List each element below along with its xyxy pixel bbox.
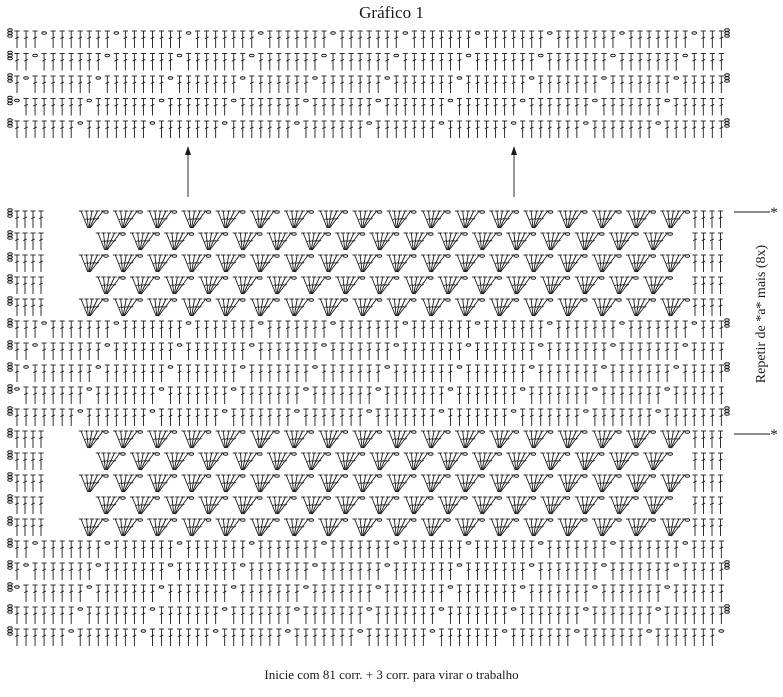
start-instruction: Inicie com 81 corr. + 3 corr. para virar o trabalho xyxy=(264,667,519,682)
arrow-head-icon xyxy=(511,146,517,155)
repeat-instruction-text: Repetir de *a* mais (8x) xyxy=(754,244,769,384)
repeat-marker-asterisk-icon: * xyxy=(770,427,778,443)
stitch-grid xyxy=(8,29,730,646)
repeat-marker-asterisk-icon: * xyxy=(770,205,778,221)
chart-title: Gráfico 1 xyxy=(359,3,424,22)
arrow-head-icon xyxy=(185,146,191,155)
